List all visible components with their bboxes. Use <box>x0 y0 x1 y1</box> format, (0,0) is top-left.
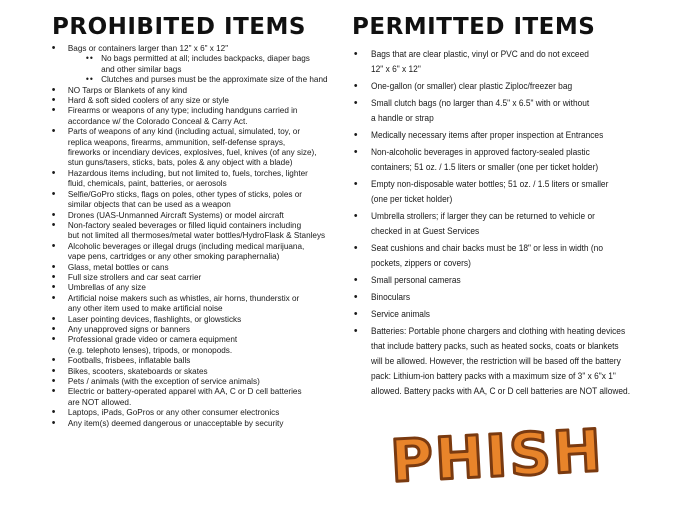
list-item: • Medically necessary items after proper inspection at Entrances <box>352 128 637 143</box>
permitted-list <box>352 47 652 399</box>
list-item: • Glass, metal bottles or cans <box>46 262 329 272</box>
prohibited-list <box>46 43 344 428</box>
list-item: a handle or strap <box>371 113 434 123</box>
list-item: • Firearms or weapons of any type; including handguns carried in <box>46 105 329 115</box>
list-item: • Any item(s) deemed dangerous or unacceptable by security <box>46 418 329 428</box>
list-item: fluid, chemicals, paint, batteries, or aerosols <box>67 178 227 189</box>
list-item: (e.g. telephoto lenses), tripods, or monopods. <box>67 344 233 355</box>
list-item: • NO Tarps or Blankets of any kind <box>46 85 329 95</box>
list-item: fireworks or incendiary devices, explosives, fuel, knives (of any size), <box>67 147 317 158</box>
list-item: • Drones (UAS-Unmanned Aircraft Systems) or model aircraft <box>46 210 329 220</box>
list-item: will be allowed. However, the restriction will be based off the battery <box>371 356 621 366</box>
list-item: • Alcoholic beverages or illegal drugs (including medical marijuana, <box>46 241 329 251</box>
phish-logo-text: PHISH <box>388 416 606 496</box>
list-item: • Service animals <box>352 307 637 322</box>
list-item: • Footballs, frisbees, inflatable balls <box>46 355 329 365</box>
list-item: • Bikes, scooters, skateboards or skates <box>46 366 329 376</box>
list-item: • Electric or battery-operated apparel with AA, C or D cell batteries <box>46 386 329 396</box>
list-item: • Seat cushions and chair backs must be 18" or less in width (no <box>352 241 637 256</box>
prohibited-heading: PROHIBITED ITEMS <box>52 14 306 40</box>
list-item: • Bags that are clear plastic, vinyl or PVC and do not exceed <box>352 47 637 62</box>
list-item: • Hard & soft sided coolers of any size or style <box>46 95 329 105</box>
list-item: • Full size strollers and car seat carrier <box>46 272 329 282</box>
list-item: • Any unapproved signs or banners <box>46 324 329 334</box>
list-item: checked in at Guest Services <box>371 226 480 236</box>
list-item: • Selfie/GoPro sticks, flags on poles, other types of sticks, poles or <box>46 189 329 199</box>
sub-list-item: and other similar bags <box>101 63 182 74</box>
list-item: replica weapons, firearms, ammunition, self-defense sprays, <box>67 136 286 147</box>
list-item: similar objects that can be used as a weapon <box>67 199 231 210</box>
list-item: • Professional grade video or camera equipment <box>46 334 329 344</box>
list-item: • Non-factory sealed beverages or filled liquid containers including <box>46 220 329 230</box>
permitted-column <box>352 0 652 401</box>
list-item: • Batteries: Portable phone chargers and clothing with heating devices <box>352 324 637 339</box>
list-item: are NOT allowed. <box>67 396 132 407</box>
list-item: • One-gallon (or smaller) clear plastic Ziploc/freezer bag <box>352 79 637 94</box>
list-item: • Non-alcoholic beverages in approved factory-sealed plastic <box>352 145 637 160</box>
phish-logo <box>388 412 606 496</box>
list-item: accordance w/ the Colorado Conceal & Carry Act. <box>67 115 248 126</box>
list-item: 12" x 6" x 12" <box>371 64 421 74</box>
list-item: • Small personal cameras <box>352 273 637 288</box>
sub-list-item: •• Clutches and purses must be the approximate size of the hand <box>46 74 329 84</box>
sub-list-item: •• No bags permitted at all; includes backpacks, diaper bags <box>46 53 329 63</box>
list-item: allowed. Battery packs with AA, C or D cell batteries are NOT allowed. <box>371 386 631 396</box>
list-item: but not limited all thermoses/metal water bottles/HydroFlask & Stanleys <box>67 230 326 241</box>
list-item: • Pets / animals (with the exception of service animals) <box>46 376 329 386</box>
list-item: pack: Lithium-ion battery packs with a maximum size of 3" x 6"x 1" <box>371 371 616 381</box>
list-item: • Artificial noise makers such as whistles, air horns, thunderstix or <box>46 293 329 303</box>
prohibited-column <box>46 0 344 428</box>
list-item: containers; 51 oz. / 1.5 liters or smaller (one per ticket holder) <box>371 162 599 172</box>
list-item: • Parts of weapons of any kind (including actual, simulated, toy, or <box>46 126 329 136</box>
list-item: vape pens, cartridges or any other smoking paraphernalia) <box>67 251 280 262</box>
list-item: • Umbrellas of any size <box>46 282 329 292</box>
list-item: • Hazardous items including, but not limited to, fuels, torches, lighter <box>46 168 329 178</box>
permitted-heading: PERMITTED ITEMS <box>352 14 596 40</box>
list-item: • Binoculars <box>352 290 637 305</box>
list-item: • Umbrella strollers; if larger they can be returned to vehicle or <box>352 209 637 224</box>
list-item: • Laser pointing devices, flashlights, or glowsticks <box>46 314 329 324</box>
list-item: • Laptops, iPads, GoPros or any other consumer electronics <box>46 407 329 417</box>
list-item: pockets, zippers or covers) <box>371 258 471 268</box>
list-item: • Bags or containers larger than 12" x 6" x 12" <box>46 43 329 53</box>
list-item: (one per ticket holder) <box>371 194 453 204</box>
list-item: any other item used to make artificial noise <box>67 303 223 314</box>
list-item: • Small clutch bags (no larger than 4.5" x 6.5" with or without <box>352 96 637 111</box>
list-item: • Empty non-disposable water bottles; 51 oz. / 1.5 liters or smaller <box>352 177 637 192</box>
list-item: that include battery packs, such as heated socks, coats or blankets <box>371 341 619 351</box>
list-item: stun guns/tasers, sticks, bats, poles & any object with a blade) <box>67 157 293 168</box>
